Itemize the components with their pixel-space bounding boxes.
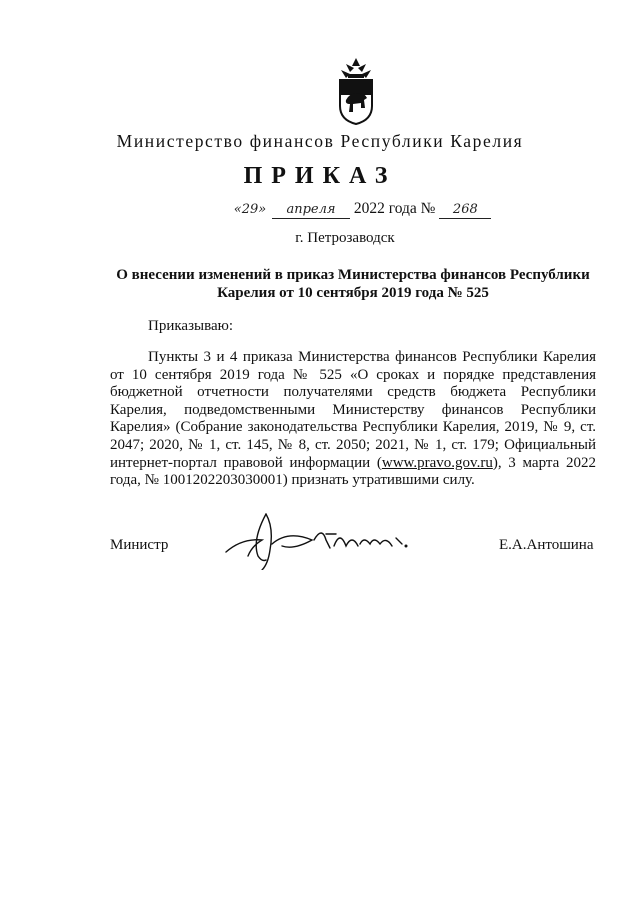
shield-stripe xyxy=(341,81,371,95)
handwritten-signature xyxy=(222,500,422,570)
date-year-label: 2022 года № xyxy=(353,200,436,217)
order-body-paragraph xyxy=(110,349,596,490)
coat-of-arms-emblem xyxy=(334,56,378,126)
ministry-name: Министерство финансов Республики Карелия xyxy=(116,131,524,151)
body-text-part-2: ), 3 марта 2022 года, № 1001202203030001) признать утратившими силу. xyxy=(110,454,596,489)
pravo-gov-link[interactable]: www.pravo.gov.ru xyxy=(381,454,493,471)
date-number-line xyxy=(228,200,491,219)
order-directive: Приказываю: xyxy=(148,318,233,334)
document-type-title: ПРИКАЗ xyxy=(243,163,397,189)
order-number-handwritten: 268 xyxy=(439,202,491,219)
date-day-handwritten: «29» xyxy=(233,202,267,217)
signer-role: Министр xyxy=(110,537,169,553)
city-line: г. Петрозаводск xyxy=(295,230,395,246)
signer-name: Е.А.Антошина xyxy=(499,537,594,553)
body-text-part-1: Пункты 3 и 4 приказа Министерства финансов Республики Карелия от 10 сентября 2019 года № 525 «О сроках и порядке представления бюджетной отчетности получателями средств бюджета Республики Карелия, подведомственными Министерству финансов Республики Карелия» (Собрание законодательства Республики Карелия, 2019, № 9, ст. 2047; 2020, № 1, ст. 145, № 8, ст. 2050; 2021, № 1, ст. 179; Официальный интернет-портал правовой информации ( xyxy=(110,349,596,471)
date-month-handwritten: апреля xyxy=(272,202,350,219)
document-heading: О внесении изменений в приказ Министерства финансов Республики Карелия от 10 сентября 2019 года № 525 xyxy=(116,267,590,301)
crown-icon xyxy=(341,58,371,78)
